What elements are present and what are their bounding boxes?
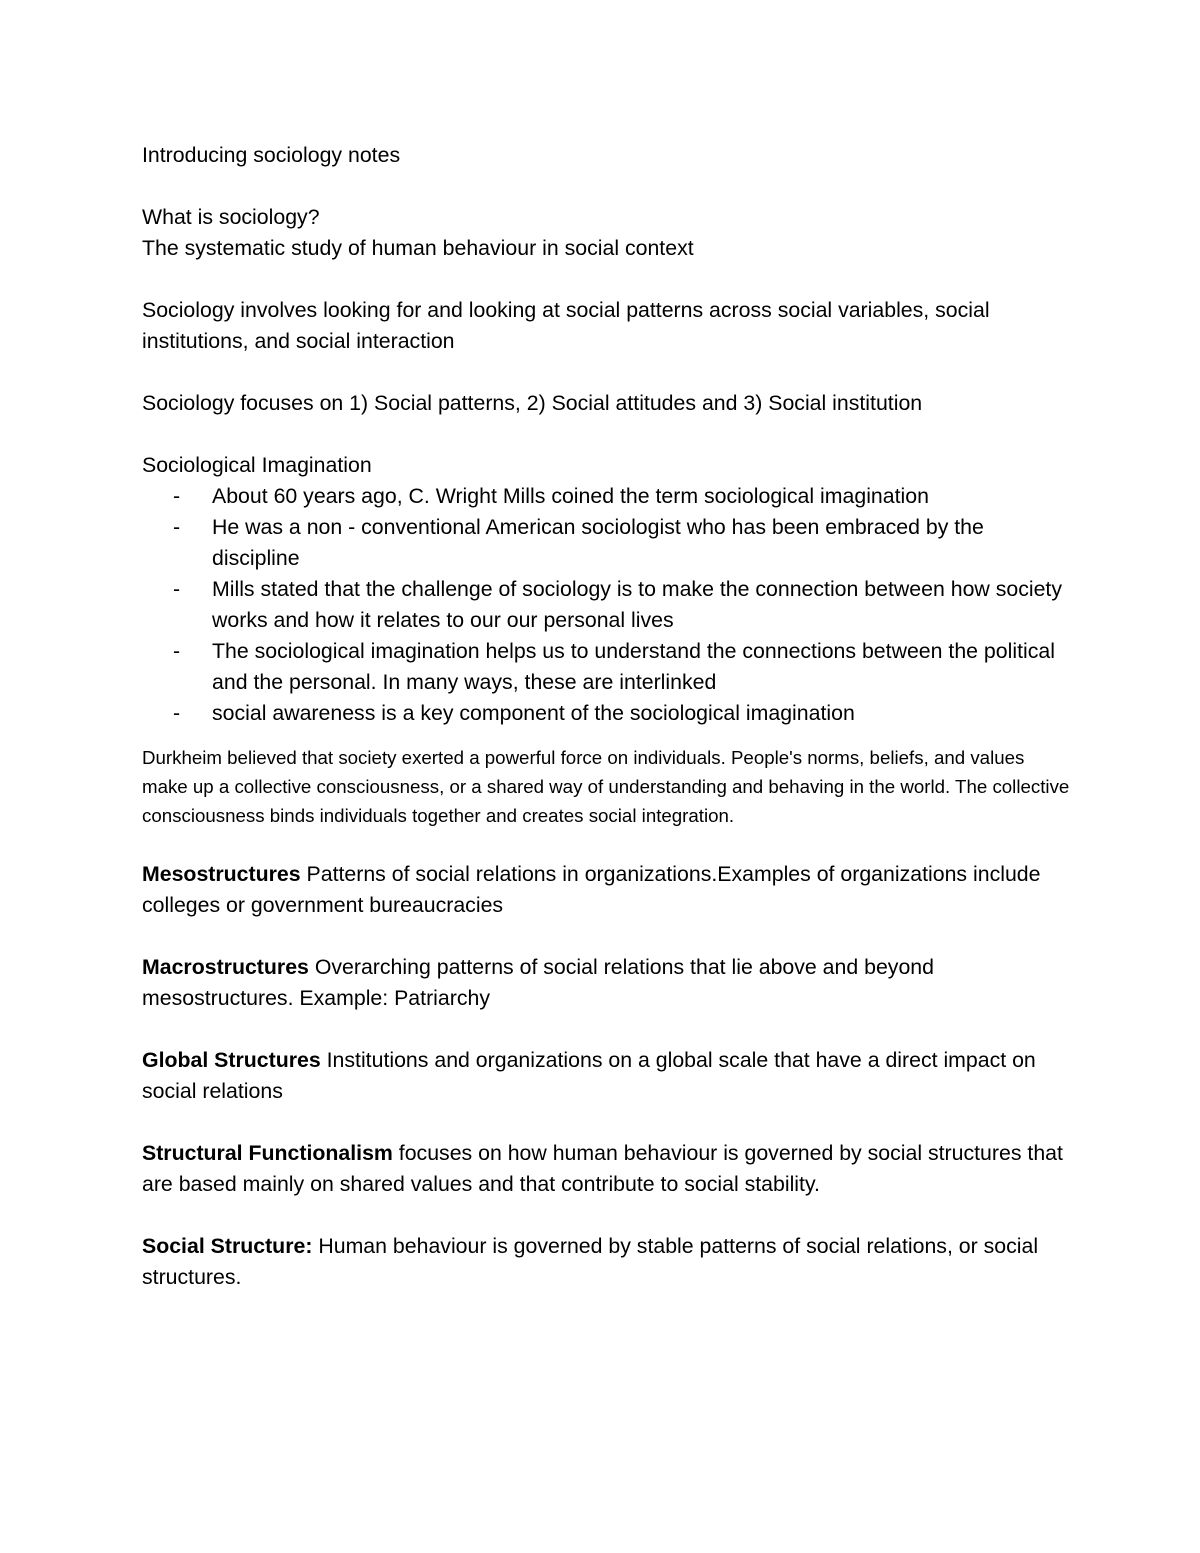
term-label: Social Structure:	[142, 1234, 313, 1258]
list-item	[142, 512, 1072, 574]
blank-line	[142, 171, 1072, 202]
term-definition: Human behaviour is governed by stable patterns of social relations, or social structures.	[142, 1234, 1039, 1289]
list-item	[142, 698, 1072, 729]
term-label: Structural Functionalism	[142, 1141, 393, 1165]
list-item-text: social awareness is a key component of the sociological imagination	[212, 701, 855, 725]
list-item-text: About 60 years ago, C. Wright Mills coined the term sociological imagination	[212, 484, 929, 508]
term-label: Global Structures	[142, 1048, 321, 1072]
blank-line	[142, 357, 1072, 388]
term-definition: Institutions and organizations on a global scale that have a direct impact on social relations	[142, 1048, 1036, 1103]
list-item	[142, 636, 1072, 698]
sociology-definition: The systematic study of human behaviour in social context	[142, 236, 694, 260]
term-definition: focuses on how human behaviour is governed by social structures that are based mainly on shared values and that contribute to social stability.	[142, 1141, 1063, 1196]
term-definition: Overarching patterns of social relations that lie above and beyond mesostructures. Example: Patriarchy	[142, 955, 934, 1010]
imagination-heading: Sociological Imagination	[142, 453, 372, 477]
blank-line	[142, 1014, 1072, 1045]
blank-line	[142, 264, 1072, 295]
dash-bullet-icon: -	[173, 484, 181, 508]
involves-paragraph: Sociology involves looking for and looking at social patterns across social variables, social institutions, and social interaction	[142, 298, 990, 353]
focuses-paragraph: Sociology focuses on 1) Social patterns, 2) Social attitudes and 3) Social institution	[142, 391, 923, 415]
list-item-text: Mills stated that the challenge of sociology is to make the connection between how society works and how it relates to our our personal lives	[212, 577, 1062, 632]
dash-bullet-icon: -	[173, 515, 181, 539]
question-heading: What is sociology?	[142, 205, 320, 229]
blank-line	[142, 830, 1072, 859]
blank-line	[142, 1107, 1072, 1138]
blank-line	[142, 419, 1072, 450]
list-item	[142, 574, 1072, 636]
term-label: Macrostructures	[142, 955, 309, 979]
document-title: Introducing sociology notes	[142, 143, 401, 167]
imagination-bullet-list	[142, 481, 1072, 729]
term-mesostructures	[142, 859, 1072, 921]
durkheim-paragraph: Durkheim believed that society exerted a powerful force on individuals. People's norms, beliefs, and values make up a collective consciousness, or a shared way of understanding and behaving in the world. The collective consciousness binds individuals together and creates social integration.	[142, 747, 1070, 826]
term-social-structure	[142, 1231, 1072, 1293]
dash-bullet-icon: -	[173, 701, 181, 725]
term-global-structures	[142, 1045, 1072, 1107]
term-definition: Patterns of social relations in organizations.Examples of organizations include colleges or government bureaucracies	[142, 862, 1041, 917]
dash-bullet-icon: -	[173, 577, 181, 601]
dash-bullet-icon: -	[173, 639, 181, 663]
list-item-text: He was a non - conventional American sociologist who has been embraced by the discipline	[212, 515, 984, 570]
term-macrostructures	[142, 952, 1072, 1014]
term-label: Mesostructures	[142, 862, 301, 886]
blank-line	[142, 921, 1072, 952]
list-item-text: The sociological imagination helps us to understand the connections between the political and the personal. In many ways, these are interlinked	[212, 639, 1055, 694]
term-structural-functionalism	[142, 1138, 1072, 1200]
document-body	[142, 140, 1072, 1293]
blank-line	[142, 1200, 1072, 1231]
list-item	[142, 481, 1072, 512]
